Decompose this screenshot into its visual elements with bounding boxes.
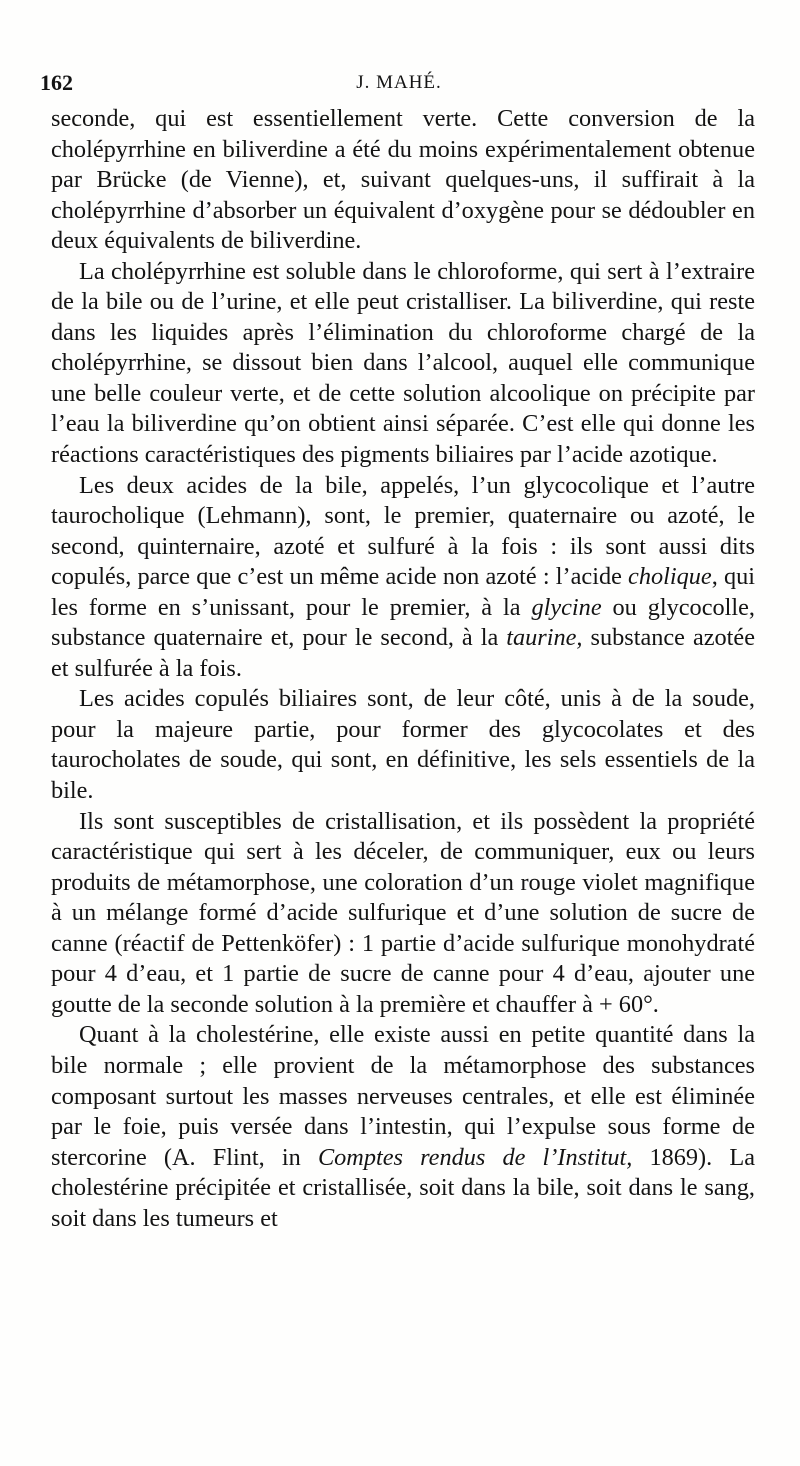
text-run: 1869). La cholestérine précipitée et cristallisée, soit dans la bile, soit dans le sang, soit dans les tumeurs et xyxy=(51,1143,755,1232)
paragraph-3 xyxy=(51,471,755,685)
italic-term: taurine, xyxy=(506,624,583,652)
paragraph-5 xyxy=(51,807,755,1021)
italic-term: cholique xyxy=(628,563,712,591)
text-run: Ils sont susceptibles de cristallisation, et ils possèdent la propriété caractéristique qui sert à les déceler, de communiquer, eux ou leurs produits de métamorphose, une coloration d’un rouge violet magnifique à un mélange formé d’acide sulfurique et d’une solution de sucre de canne (réactif de Pettenköfer) : 1 partie d’acide sulfurique monohydraté pour 4 d’eau, et 1 partie de sucre de canne pour 4 d’eau, ajouter une goutte de la seconde solution à la première et chauffer à + 60°. xyxy=(51,807,755,1018)
text-run: , qui les forme en s’unissant, pour le premier, à la xyxy=(51,563,755,621)
italic-term: Comptes rendus de l’Institut, xyxy=(317,1143,633,1171)
paragraph-4 xyxy=(51,684,755,806)
text-run: ou glycocolle, substance quaternaire et, pour le second, à la xyxy=(51,593,756,652)
paragraph-6 xyxy=(51,1020,755,1234)
page-number: 162 xyxy=(40,70,73,95)
paragraph-1 xyxy=(51,104,755,257)
text-run: Les deux acides de la bile, appelés, l’un glycocolique et l’autre taurocholique (Lehmann), sont, le premier, quaternaire ou azoté, le second, quinternaire, azoté et sulfuré à la fois : ils sont aussi dits copulés, parce que c’est un même acide non azoté : l’acide xyxy=(51,471,755,591)
running-title: J. MAHÉ. xyxy=(356,72,442,93)
running-head xyxy=(40,70,758,100)
text-run: Les acides copulés biliaires sont, de leur côté, unis à de la soude, pour la majeure partie, pour former des glycocolates et des taurocholates de soude, qui sont, en définitive, les sels essentiels de la bile. xyxy=(51,685,755,805)
italic-term: glycine xyxy=(531,593,602,621)
body-text xyxy=(51,104,755,1234)
text-run: Quant à la cholestérine, elle existe aussi en petite quantité dans la bile normale ; elle provient de la métamorphose des substances composant surtout les masses nerveuses centrales, et elle est éliminée par le foie, puis versée dans l’intestin, qui l’expulse sous forme de stercorine (A. Flint, in xyxy=(51,1021,755,1171)
paragraph-2 xyxy=(51,257,755,471)
text-run: La cholépyrrhine est soluble dans le chloroforme, qui sert à l’extraire de la bile ou de l’urine, et elle peut cristalliser. La biliverdine, qui reste dans les liquides après l’élimination du chloroforme chargé de la cholépyrrhine, se dissout bien dans l’alcool, auquel elle communique une belle couleur verte, et de cette solution alcoolique on précipite par l’eau la biliverdine qu’on obtient ainsi séparée. C’est elle qui donne les réactions caractéristiques des pigments biliaires par l’acide azotique. xyxy=(51,257,755,469)
text-run: seconde, qui est essentiellement verte. Cette conversion de la cholépyrrhine en biliverdine a été du moins expérimentalement obtenue par Brücke (de Vienne), et, suivant quelques-uns, il suffirait à la cholépyrrhine d’absorber un équivalent d’oxygène pour se dédoubler en deux équivalents de biliverdine. xyxy=(51,105,755,255)
text-run: substance azotée et sulfurée à la fois. xyxy=(51,624,755,682)
